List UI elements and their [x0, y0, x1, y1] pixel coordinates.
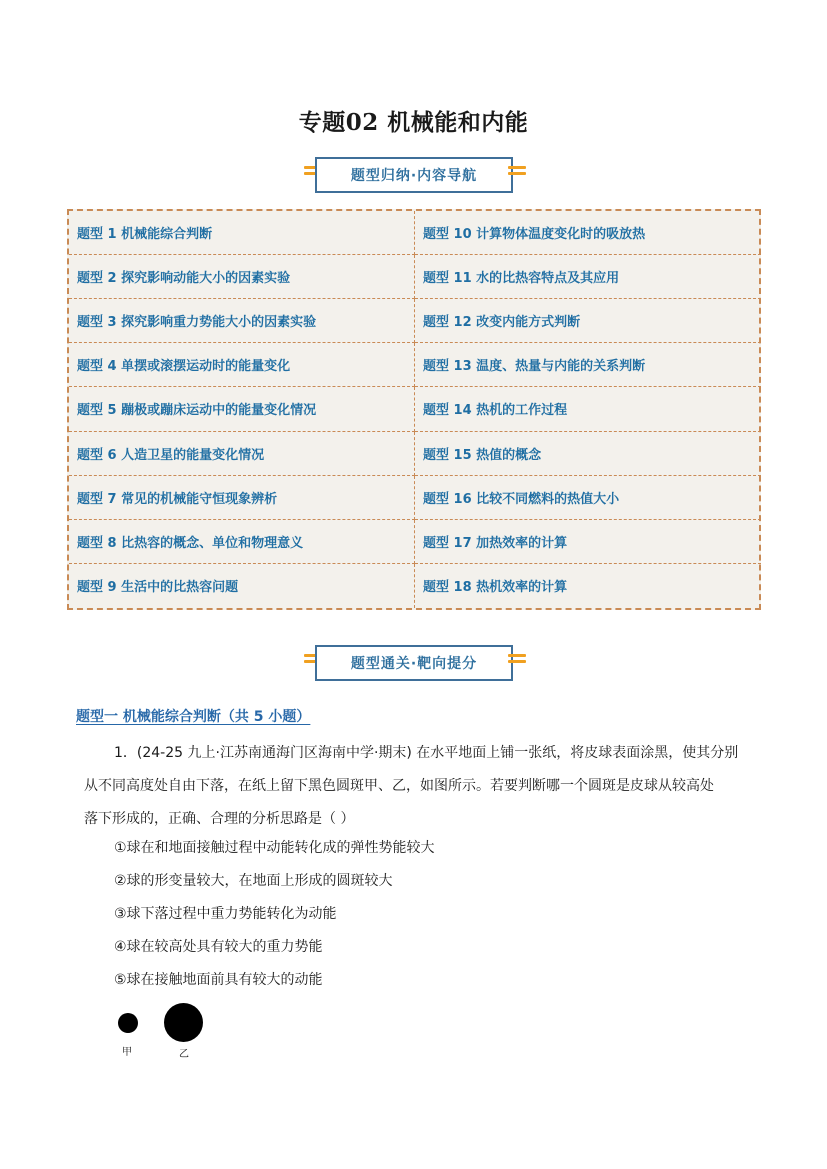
nav-item[interactable]: 题型 2 探究影响动能大小的因素实验: [69, 255, 415, 299]
nav-item[interactable]: 题型 14 热机的工作过程: [415, 387, 761, 431]
nav-item[interactable]: 题型 11 水的比热容特点及其应用: [415, 255, 761, 299]
question-line: 落下形成的，正确、合理的分析思路是（ ）: [84, 811, 355, 827]
topic-navigation-table: [67, 209, 761, 610]
question-stem: [84, 737, 754, 836]
answer-options: [114, 832, 435, 997]
option-item: ⑤球在接触地面前具有较大的动能: [114, 972, 323, 988]
nav-item[interactable]: 题型 7 常见的机械能守恒现象辨析: [69, 476, 415, 520]
topic-heading-link[interactable]: 题型一 机械能综合判断（共 5 小题）: [76, 709, 311, 725]
spot-large-figure: [164, 1003, 203, 1042]
banner-label: 题型归纳·内容导航: [315, 157, 513, 193]
nav-item[interactable]: 题型 5 蹦极或蹦床运动中的能量变化情况: [69, 387, 415, 431]
banner-label: 题型通关·靶向提分: [315, 645, 513, 681]
nav-item[interactable]: 题型 1 机械能综合判断: [69, 211, 415, 255]
nav-item[interactable]: 题型 8 比热容的概念、单位和物理意义: [69, 520, 415, 564]
nav-item[interactable]: 题型 18 热机效率的计算: [423, 580, 568, 596]
nav-item[interactable]: 题型 3 探究影响重力势能大小的因素实验: [69, 299, 415, 343]
nav-item[interactable]: 题型 13 温度、热量与内能的关系判断: [415, 343, 761, 387]
nav-item[interactable]: 题型 12 改变内能方式判断: [415, 299, 761, 343]
nav-item[interactable]: 题型 16 比较不同燃料的热值大小: [415, 476, 761, 520]
banner-bars-icon: [508, 166, 526, 182]
section-banner-practice: [304, 645, 526, 685]
option-item: ④球在较高处具有较大的重力势能: [114, 939, 323, 955]
option-item: ③球下落过程中重力势能转化为动能: [114, 906, 337, 922]
nav-item[interactable]: 题型 9 生活中的比热容问题: [69, 564, 415, 608]
question-line: 从不同高度处自由下落，在纸上留下黑色圆斑甲、乙，如图所示。若要判断哪一个圆斑是皮球从较高处: [84, 778, 714, 794]
nav-item[interactable]: 题型 17 加热效率的计算: [415, 520, 761, 564]
spot-small-figure: [118, 1013, 138, 1033]
nav-item[interactable]: 题型 6 人造卫星的能量变化情况: [69, 432, 415, 476]
option-item: ①球在和地面接触过程中动能转化成的弹性势能较大: [114, 840, 435, 856]
nav-item[interactable]: 题型 4 单摆或滚摆运动时的能量变化: [69, 343, 415, 387]
banner-bars-icon: [508, 654, 526, 670]
section-banner-navigation: [304, 157, 526, 197]
nav-item[interactable]: 题型 10 计算物体温度变化时的吸放热: [415, 211, 761, 255]
nav-item[interactable]: 题型 15 热值的概念: [415, 432, 761, 476]
page-title: 专题02 机械能和内能: [298, 109, 529, 136]
question-line: 1．(24-25 九上·江苏南通海门区海南中学·期末) 在水平地面上铺一张纸，将皮球表面涂黑，使其分别: [114, 745, 739, 761]
spot-label-a: 甲: [122, 1047, 132, 1058]
option-item: ②球的形变量较大，在地面上形成的圆斑较大: [114, 873, 393, 889]
spot-label-b: 乙: [179, 1049, 189, 1060]
